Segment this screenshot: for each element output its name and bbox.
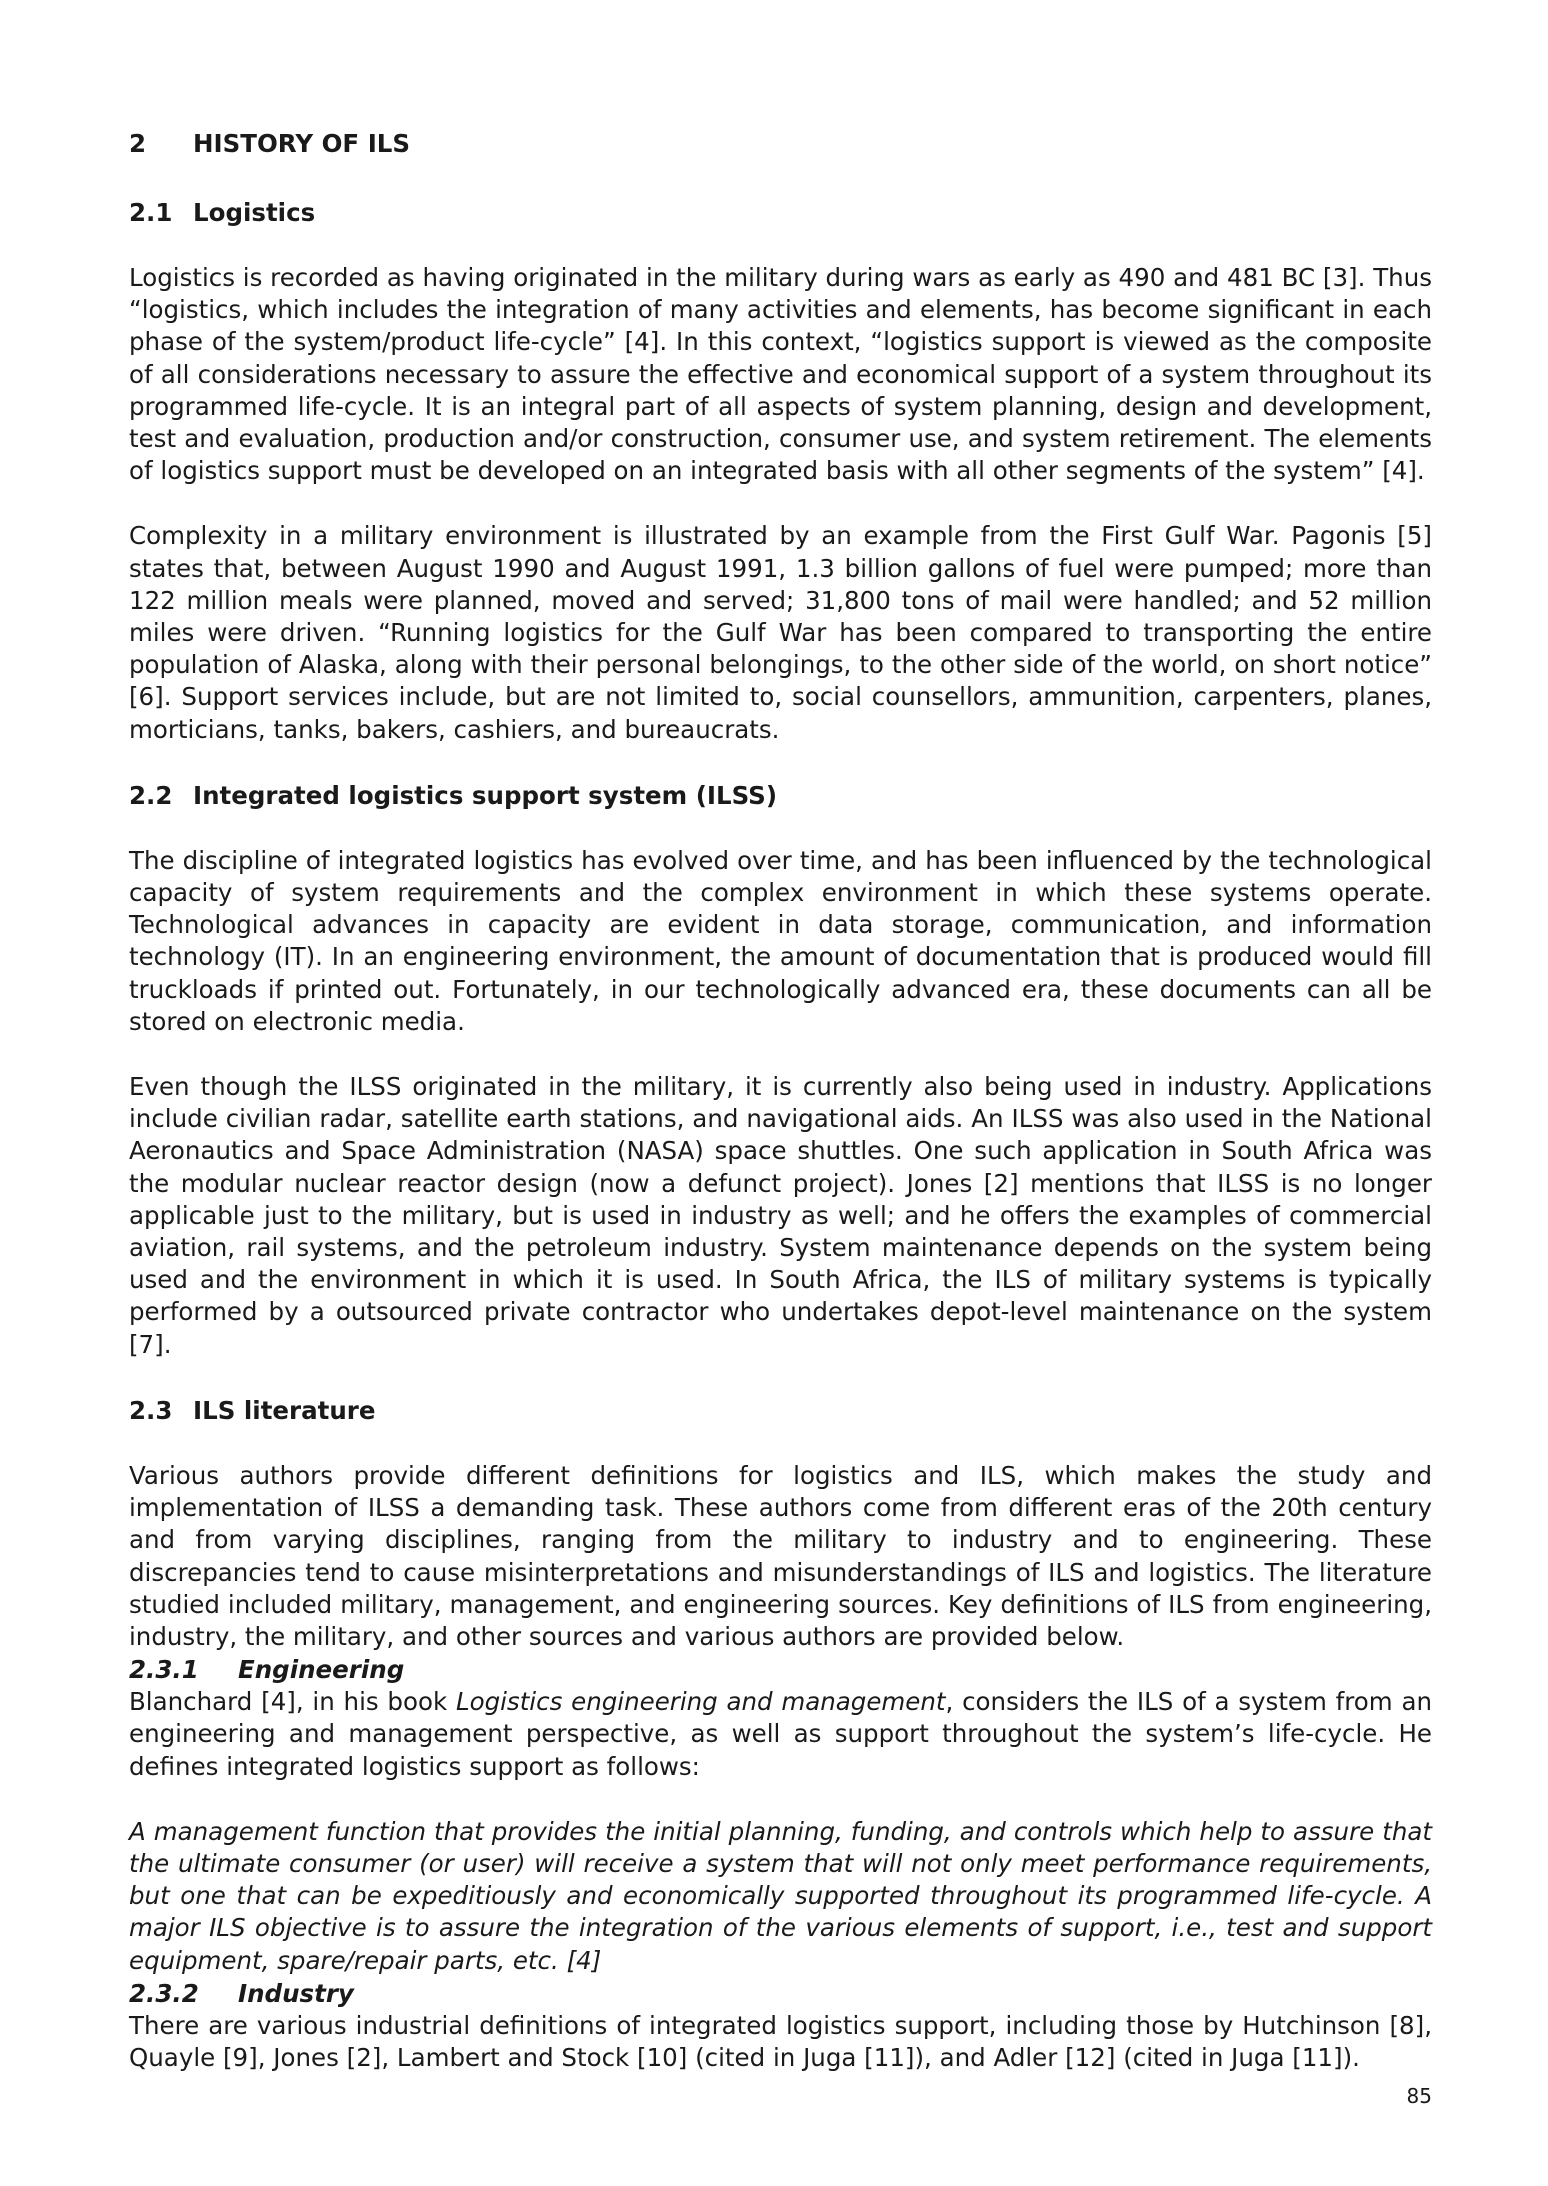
subsection-title: Integrated logistics support system (ILSS): [193, 780, 778, 810]
subsubsection-heading: [129, 1978, 1432, 2010]
page-number: 85: [1406, 2084, 1432, 2108]
subsubsection-number: 2.3.2: [129, 1978, 199, 2008]
paragraph-text: Blanchard [4], in his book: [129, 1687, 456, 1717]
body-paragraph: Complexity in a military environment is illustrated by an example from the First Gulf War. Pagonis [5] states that, between August 1990 and August 1991, 1.3 billion gallons of fuel were pumped; more than 122 million meals were planned, moved and served; 31,800 tons of mail were handled; and 52 million miles were driven. “Running logistics for the Gulf War has been compared to transporting the entire population of Alaska, along with their personal belongings, to the other side of the world, on short notice” [6]. Support services include, but are not limited to, social counsellors, ammunition, carpenters, planes, morticians, tanks, bakers, cashiers, and bureaucrats.: [129, 521, 1432, 744]
subsubsection-heading: [129, 1654, 1432, 1686]
subsection-heading: [129, 197, 1432, 229]
subsection-number: 2.3: [129, 1395, 173, 1425]
body-paragraph: The discipline of integrated logistics has evolved over time, and has been influenced by the technological capacity of system requirements and the complex environment in which these systems operate. Technological advances in capacity are evident in data storage, communication, and information technology (IT). In an engineering environment, the amount of documentation that is produced would fill truckloads if printed out. Fortunately, in our technologically advanced era, these documents can all be stored on electronic media.: [129, 845, 1432, 1036]
body-paragraph: There are various industrial definitions of integrated logistics support, including those by Hutchinson [8], Quayle [9], Jones [2], Lambert and Stock [10] (cited in Juga [11]), and Adler [12] (cited in Juga [11]).: [129, 2010, 1432, 2072]
section-heading: [129, 128, 1432, 160]
subsubsection-number: 2.3.1: [129, 1655, 199, 1685]
document-page: [129, 124, 1432, 2074]
book-title: Logistics engineering and management: [455, 1687, 946, 1717]
section-title: HISTORY OF ILS: [193, 129, 411, 158]
body-paragraph: [129, 1686, 1432, 1783]
paragraph-text: , considers the ILS of a system from an engineering and management perspective, as well as support throughout the system’s life-cycle. He defines integrated logistics support as follows:: [129, 1687, 1432, 1781]
subsection-number: 2.1: [129, 198, 173, 227]
subsection-heading: [129, 780, 1432, 812]
subsection-number: 2.2: [129, 780, 173, 810]
section-number: 2: [129, 129, 147, 158]
subsection-title: ILS literature: [193, 1395, 376, 1425]
subsubsection-title: Engineering: [238, 1655, 405, 1685]
body-paragraph: Various authors provide different definitions for logistics and ILS, which makes the study and implementation of ILSS a demanding task. These authors come from different eras of the 20th century and from varying disciplines, ranging from the military to industry and to engineering. These discrepancies tend to cause misinterpretations and misunderstandings of ILS and logistics. The literature studied included military, management, and engineering sources. Key definitions of ILS from engineering, industry, the military, and other sources and various authors are provided below.: [129, 1460, 1432, 1651]
subsection-heading: [129, 1395, 1432, 1427]
subsubsection-title: Industry: [238, 1978, 354, 2008]
subsection-title: Logistics: [193, 198, 316, 227]
body-paragraph: Logistics is recorded as having originated in the military during wars as early as 490 and 481 BC [3]. Thus “logistics, which includes the integration of many activities and elements, has become significant in each phase of the system/product life-cycle” [4]. In this context, “logistics support is viewed as the composite of all considerations necessary to assure the effective and economical support of a system throughout its programmed life-cycle. It is an integral part of all aspects of system planning, design and development, test and evaluation, production and/or construction, consumer use, and system retirement. The elements of logistics support must be developed on an integrated basis with all other segments of the system” [4].: [129, 263, 1432, 486]
body-paragraph: Even though the ILSS originated in the military, it is currently also being used in industry. Applications include civilian radar, satellite earth stations, and navigational aids. An ILSS was also used in the National Aeronautics and Space Administration (NASA) space shuttles. One such application in South Africa was the modular nuclear reactor design (now a defunct project). Jones [2] mentions that ILSS is no longer applicable just to the military, but is used in industry as well; and he offers the examples of commercial aviation, rail systems, and the petroleum industry. System maintenance depends on the system being used and the environment in which it is used. In South Africa, the ILS of military systems is typically performed by a outsourced private contractor who undertakes depot-level maintenance on the system [7].: [129, 1072, 1432, 1359]
definition-quote: A management function that provides the initial planning, funding, and controls which help to assure that the ultimate consumer (or user) will receive a system that will not only meet performance requirements, but one that can be expeditiously and economically supported throughout its programmed life-cycle. A major ILS objective is to assure the integration of the various elements of support, i.e., test and support equipment, spare/repair parts, etc. [4]: [129, 1816, 1432, 1975]
